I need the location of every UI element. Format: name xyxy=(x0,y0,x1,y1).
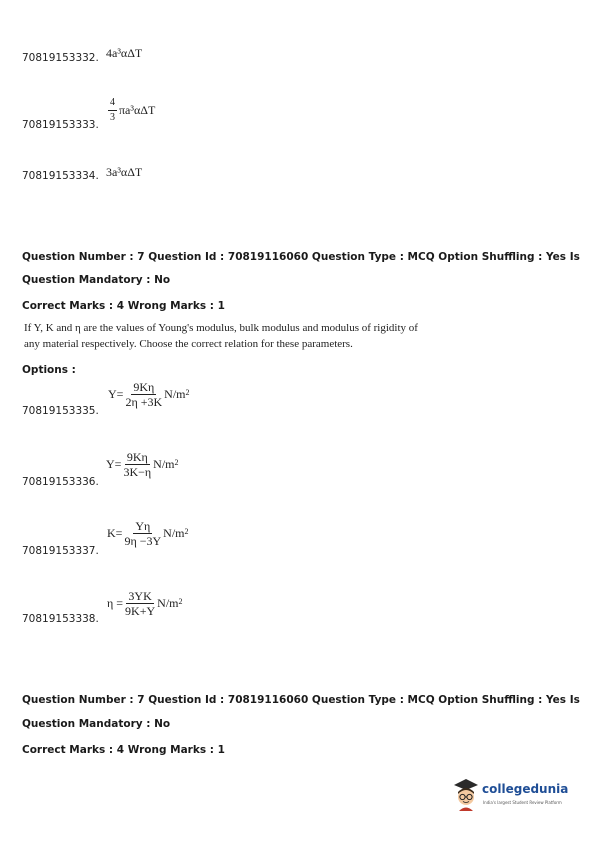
formula-lhs: Y= xyxy=(106,457,122,471)
question-mandatory: Question Mandatory : No xyxy=(22,274,171,286)
formula-lhs: K= xyxy=(107,526,123,540)
unit-exponent: 2 xyxy=(178,597,183,606)
option-formula xyxy=(108,381,190,408)
question-header: Question Number : 7 Question Id : 70819116060 Question Type : MCQ Option Shuffling : Yes Is xyxy=(22,251,580,263)
question-marks: Correct Marks : 4 Wrong Marks : 1 xyxy=(22,300,225,312)
unit-exponent: 2 xyxy=(185,388,190,397)
options-label: Options : xyxy=(22,364,76,376)
fraction-numerator: 3YK xyxy=(128,589,152,603)
question-marks: Correct Marks : 4 Wrong Marks : 1 xyxy=(22,744,225,756)
logo-tagline: India's largest Student Review Platform xyxy=(483,800,562,805)
fraction-numerator: 4 xyxy=(108,97,117,111)
fraction-denominator: 9η −3Y xyxy=(124,534,162,548)
question-header: Question Number : 7 Question Id : 70819116060 Question Type : MCQ Option Shuffling : Yes Is xyxy=(22,694,580,706)
formula-unit: N/m xyxy=(157,596,179,610)
option-formula xyxy=(107,590,183,617)
formula-rest: πa³αΔT xyxy=(119,103,156,117)
option-formula xyxy=(106,451,179,478)
fraction-numerator: 9Kη xyxy=(126,450,148,464)
option-id: 70819153334. xyxy=(22,170,99,182)
formula-unit: N/m xyxy=(153,457,175,471)
option-formula xyxy=(106,97,155,124)
option-id: 70819153336. xyxy=(22,476,99,488)
fraction-denominator: 3 xyxy=(110,112,115,123)
question-text-line1: If Y, K and η are the values of Young's modulus, bulk modulus and modulus of rigidity of xyxy=(24,322,418,334)
collegedunia-logo xyxy=(452,776,582,816)
question-mandatory: Question Mandatory : No xyxy=(22,718,171,730)
fraction-numerator: 9Kη xyxy=(133,380,155,394)
fraction-denominator: 2η +3K xyxy=(125,395,163,409)
fraction-numerator: Yη xyxy=(135,519,151,533)
option-formula: 3a³αΔT xyxy=(106,165,143,179)
option-id: 70819153338. xyxy=(22,613,99,625)
formula-lhs: Y= xyxy=(108,387,124,401)
option-id: 70819153337. xyxy=(22,545,99,557)
question-text-line2: any material respectively. Choose the correct relation for these parameters. xyxy=(24,338,353,350)
formula-unit: N/m xyxy=(164,387,186,401)
formula-lhs: η = xyxy=(107,596,124,610)
unit-exponent: 2 xyxy=(174,458,179,467)
fraction-denominator: 9K+Y xyxy=(125,604,156,618)
fraction-denominator: 3K−η xyxy=(123,465,152,479)
option-formula xyxy=(107,520,189,547)
option-id: 70819153333. xyxy=(22,119,99,131)
unit-exponent: 2 xyxy=(184,527,189,536)
option-id: 70819153335. xyxy=(22,405,99,417)
formula-unit: N/m xyxy=(163,526,185,540)
logo-wordmark: collegedunia xyxy=(482,782,569,796)
student-mascot-icon xyxy=(452,776,480,812)
option-id: 70819153332. xyxy=(22,52,99,64)
option-formula: 4a³αΔT xyxy=(106,46,143,60)
